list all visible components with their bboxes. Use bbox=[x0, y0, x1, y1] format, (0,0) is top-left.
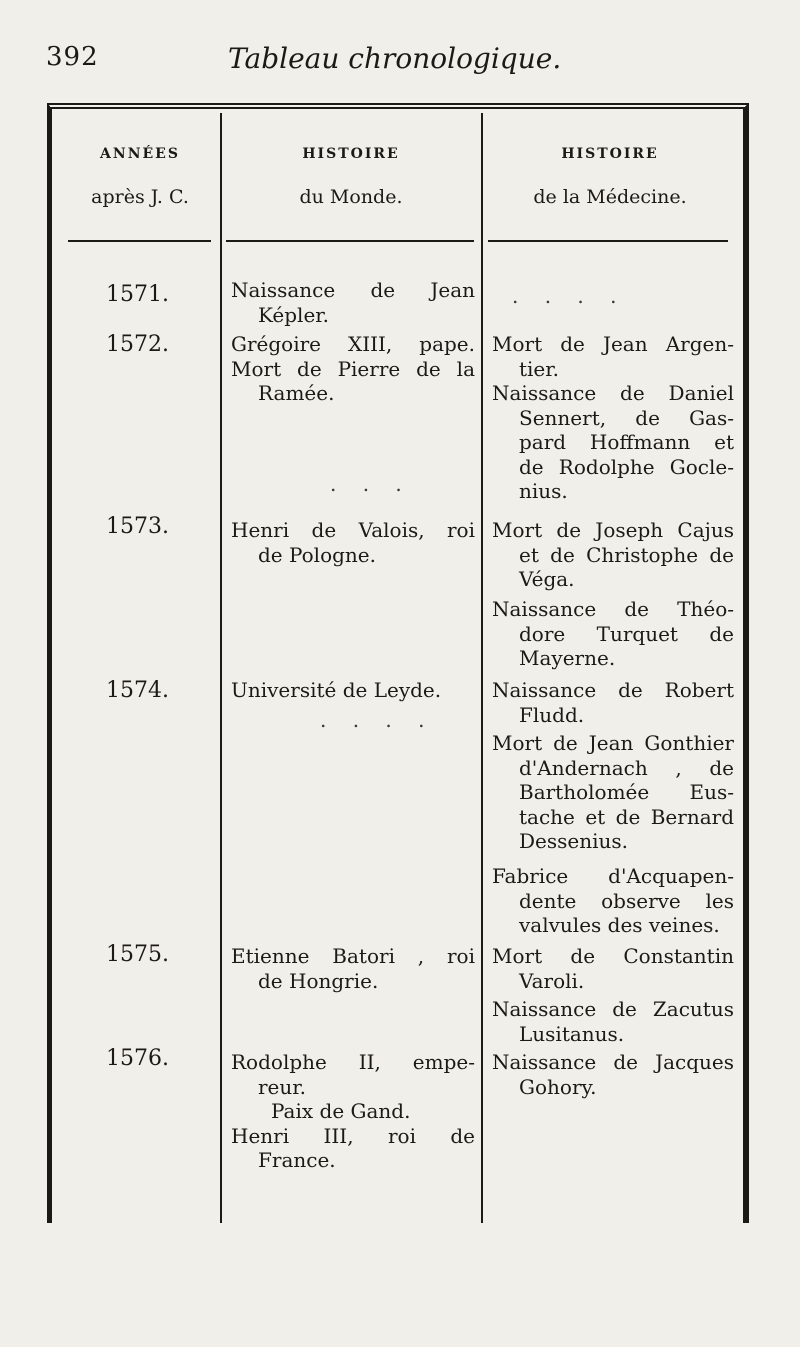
world-event-1572 bbox=[231, 332, 475, 406]
entry-line: Naissance de Zacutus bbox=[492, 997, 734, 1021]
entry-line: Gohory. bbox=[519, 1074, 597, 1099]
column-divider bbox=[220, 113, 222, 1223]
entry-line: Képler. bbox=[258, 302, 329, 327]
column-header-sub: du Monde. bbox=[299, 186, 403, 208]
ellipsis-dots: . . . . bbox=[320, 708, 435, 732]
column-header-caps: ANNÉES bbox=[100, 146, 180, 162]
entry-line: de Hongrie. bbox=[258, 968, 379, 993]
entry-line: Fabrice d'Acquapen- bbox=[492, 864, 734, 888]
year-label: 1576. bbox=[106, 1046, 169, 1071]
column-header-sub: de la Médecine. bbox=[533, 186, 687, 208]
header-rule bbox=[226, 240, 474, 242]
entry-line: Paix de Gand. bbox=[271, 1099, 411, 1123]
running-title: Tableau chronologique. bbox=[228, 42, 562, 75]
entry-line: Henri de Valois, roi bbox=[231, 518, 475, 542]
medicine-event-1573-death bbox=[492, 518, 734, 592]
page-header bbox=[40, 38, 780, 78]
page-number: 392 bbox=[46, 42, 99, 72]
ellipsis-dots: . . . bbox=[330, 472, 412, 496]
entry-line: Ramée. bbox=[258, 381, 335, 405]
entry-line: Henri III, roi de bbox=[231, 1123, 475, 1148]
world-event-1571 bbox=[231, 278, 475, 327]
medicine-event-1574-birth bbox=[492, 678, 734, 727]
entry-line: Naissance de Jacques bbox=[492, 1050, 734, 1074]
entry-line: Université de Leyde. bbox=[231, 678, 442, 702]
medicine-event-1574-deaths bbox=[492, 731, 734, 854]
year-label: 1574. bbox=[106, 678, 169, 703]
medicine-event-1573-birth bbox=[492, 597, 734, 671]
entry-line: tier. bbox=[519, 356, 559, 381]
world-event-1573 bbox=[231, 518, 475, 567]
year-label: 1575. bbox=[106, 942, 169, 967]
world-event-1576 bbox=[231, 1050, 475, 1173]
entry-line: Mort de Jean Argen- bbox=[492, 332, 734, 356]
entry-line: dore Turquet de bbox=[519, 621, 734, 646]
medicine-event-1572-death bbox=[492, 332, 734, 381]
entry-line: de Rodolphe Gocle- bbox=[519, 454, 734, 479]
year-label: 1572. bbox=[106, 332, 169, 357]
entry-line: Etienne Batori , roi bbox=[231, 944, 475, 968]
header-rule bbox=[488, 240, 728, 242]
column-header-sub: après J. C. bbox=[91, 186, 189, 208]
entry-line: Mayerne. bbox=[519, 646, 616, 670]
entry-line: Mort de Jean Gonthier bbox=[492, 731, 734, 755]
header-rule bbox=[68, 240, 211, 242]
entry-line: Grégoire XIII, pape. bbox=[231, 332, 475, 356]
entry-line: Naissance de Daniel bbox=[492, 381, 734, 405]
entry-line: Véga. bbox=[519, 567, 575, 591]
ellipsis-dots: . . . . bbox=[512, 284, 627, 308]
medicine-event-1572-births bbox=[492, 381, 734, 504]
entry-line: tache et de Bernard bbox=[519, 804, 734, 829]
entry-line: Bartholomée Eus- bbox=[519, 780, 734, 804]
column-header-caps: HISTOIRE bbox=[561, 146, 659, 162]
column-divider bbox=[481, 113, 483, 1223]
entry-line: reur. bbox=[258, 1074, 306, 1099]
entry-line: Rodolphe II, empe- bbox=[231, 1050, 475, 1074]
entry-line: Dessenius. bbox=[519, 829, 629, 853]
entry-line: de Pologne. bbox=[258, 542, 376, 567]
world-event-1574 bbox=[231, 678, 475, 703]
world-event-1575 bbox=[231, 944, 475, 993]
entry-line: Sennert, de Gas- bbox=[519, 405, 734, 430]
year-label: 1571. bbox=[106, 282, 169, 307]
medicine-event-1575-death bbox=[492, 944, 734, 993]
entry-line: Naissance de Jean bbox=[231, 278, 475, 302]
entry-line: Naissance de Robert bbox=[492, 678, 734, 702]
entry-line: pard Hoffmann et bbox=[519, 430, 734, 454]
medicine-event-1576-birth bbox=[492, 1050, 734, 1099]
medicine-event-1574-discovery bbox=[492, 864, 734, 938]
entry-line: Lusitanus. bbox=[519, 1021, 625, 1046]
entry-line: et de Christophe de bbox=[519, 542, 734, 567]
entry-line: Mort de Joseph Cajus bbox=[492, 518, 734, 542]
entry-line: d'Andernach , de bbox=[519, 755, 734, 780]
entry-line: France. bbox=[258, 1148, 336, 1172]
year-label: 1573. bbox=[106, 514, 169, 539]
entry-line: valvules des veines. bbox=[519, 913, 720, 937]
entry-line: dente observe les bbox=[519, 888, 734, 913]
medicine-event-1575-birth bbox=[492, 997, 734, 1046]
entry-line: Mort de Constantin bbox=[492, 944, 734, 968]
entry-line: Naissance de Théo- bbox=[492, 597, 734, 621]
entry-line: nius. bbox=[519, 479, 568, 503]
entry-line: Varoli. bbox=[519, 968, 585, 993]
entry-line: Fludd. bbox=[519, 702, 585, 727]
entry-line: Mort de Pierre de la bbox=[231, 356, 475, 381]
column-header-caps: HISTOIRE bbox=[302, 146, 400, 162]
